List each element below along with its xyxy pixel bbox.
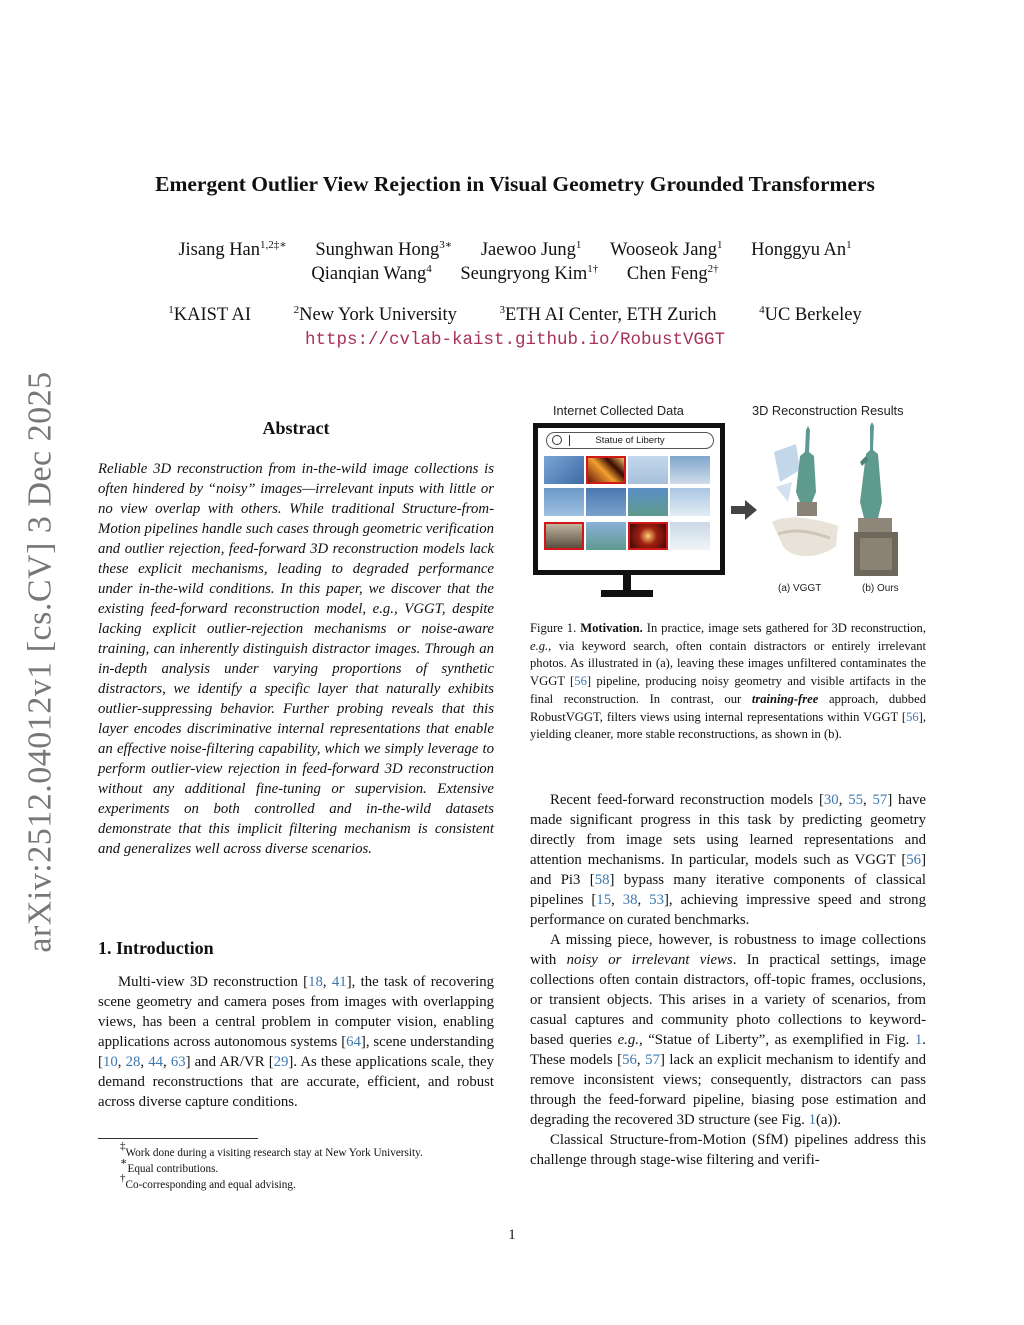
citation-link[interactable]: 53	[649, 892, 664, 908]
citation-link[interactable]: 15	[596, 892, 612, 908]
page-number: 1	[508, 1227, 516, 1243]
citation-link[interactable]: 38	[622, 892, 638, 908]
thumbnail-distractor	[628, 522, 668, 550]
affiliations	[60, 305, 970, 326]
author: Chen Feng$^{2\dagger}$	[626, 263, 719, 284]
subfigure-label-b: (b) Ours	[862, 583, 899, 594]
footnote-rule	[98, 1138, 258, 1139]
citation-link[interactable]: 58	[594, 872, 610, 888]
footnote: ∗Equal contributions.	[120, 1156, 219, 1175]
citation-link[interactable]: 56	[622, 1052, 637, 1068]
citation-link[interactable]: 29	[273, 1054, 289, 1070]
affiliation: $^3$ETH AI Center, ETH Zurich	[499, 304, 717, 325]
right-column-body	[530, 790, 926, 1170]
affiliation: $^4$UC Berkeley	[759, 304, 862, 325]
citation-link[interactable]: 10	[102, 1054, 118, 1070]
thumbnail-statue	[544, 488, 584, 516]
citation-link[interactable]: 63	[170, 1054, 186, 1070]
project-url-link[interactable]: https://cvlab-kaist.github.io/RobustVGGT	[304, 330, 726, 350]
thumbnail-statue	[670, 456, 710, 484]
monitor-base	[601, 590, 653, 597]
monitor-stand	[623, 575, 631, 591]
citation-link[interactable]: 64	[346, 1034, 361, 1050]
intro-paragraph: Multi-view 3D reconstruction [18, 41], the task of recovering scene geometry and camera poses from images with overlapping views, has been a central problem in computer vision, enabling applications across autonomous systems [64], scene understanding [10, 28, 44, 63] and AR/VR [29]. As these applications scale, they demand reconstructions that are accurate, efficient, and robust across diverse capture conditions.	[98, 974, 494, 1110]
figure-label-output: 3D Reconstruction Results	[752, 403, 904, 418]
abstract-heading: Abstract	[262, 418, 330, 438]
author: Seungryong Kim$^{1\dagger}$	[460, 263, 599, 284]
author-line-1	[60, 240, 970, 261]
reconstruction-vggt	[766, 422, 846, 582]
footnote: ‡Work done during a visiting research stay at New York University.	[120, 1140, 423, 1159]
citation-link[interactable]: 56	[574, 674, 587, 689]
thumbnail-statue	[544, 456, 584, 484]
citation-link[interactable]: 30	[823, 792, 839, 808]
paragraph: Recent feed-forward reconstruction models [30, 55, 57] have made significant progress in this task by predicting geometry directly from image sets using learned representations and attention mechanisms. In particular, models such as VGGT [56] and Pi3 [58] bypass many iterative components of classical pipelines [15, 38, 53], achieving impressive speed and strong performance on curated benchmarks.	[530, 792, 926, 928]
affiliation: $^1$KAIST AI	[168, 304, 252, 325]
figure-reference-link[interactable]: 1	[808, 1112, 816, 1128]
citation-link[interactable]: 28	[125, 1054, 141, 1070]
citation-link[interactable]: 56	[906, 709, 919, 724]
thumbnail-distractor	[544, 522, 584, 550]
figure-motivation	[528, 400, 928, 602]
author: Wooseok Jang$^1$	[610, 239, 723, 260]
affiliation: $^2$New York University	[293, 304, 457, 325]
arxiv-identifier: arXiv:2512.04012v1 [cs.CV] 3 Dec 2025	[22, 371, 60, 953]
thumbnail-statue	[586, 522, 626, 550]
citation-link[interactable]: 55	[848, 792, 863, 808]
author: Sunghwan Hong$^{3∗}$	[315, 239, 453, 260]
author-line-2	[60, 264, 970, 285]
citation-link[interactable]: 44	[148, 1054, 163, 1070]
arrow-right-icon	[731, 500, 757, 520]
thumbnail-statue	[628, 456, 668, 484]
thumbnail-statue	[586, 488, 626, 516]
text-cursor-icon	[569, 435, 570, 446]
footnote: †Co-corresponding and equal advising.	[120, 1172, 296, 1191]
thumbnail-distractor	[586, 456, 626, 484]
footnotes	[98, 1140, 494, 1193]
citation-link[interactable]: 57	[645, 1052, 660, 1068]
search-icon	[552, 435, 562, 445]
thumbnail-statue	[670, 522, 710, 550]
figure-reference-link[interactable]: 1	[914, 1032, 923, 1048]
citation-link[interactable]: 18	[308, 974, 323, 990]
abstract-text: Reliable 3D reconstruction from in-the-wild image collections is often hindered by “noisy” images—irrelevant inputs with little or no view overlap with others. While traditional Structure-from-Motion pipelines handle such cases through geometric verification and outlier rejection, feed-forward 3D reconstruction models lack these explicit mechanisms, leading to degraded performance under in-the-wild conditions. In this paper, we discover that the existing feed-forward reconstruction model, e.g., VGGT, despite lacking explicit outlier-rejection mechanisms or noise-aware training, can inherently distinguish distractor images. Through an in-depth analysis under varying proportions of synthetic distractors, we identify a specific layer that naturally exhibits outlier-suppressing behavior. Further probing reveals that this layer encodes discriminative internal representations that enable an effective noise-filtering capability, which we simply leverage to perform outlier-view rejection in feed-forward 3D reconstruction without any additional fine-tuning or supervision. Extensive experiments on both controlled and in-the-wild datasets demonstrate that this implicit filtering mechanism is consistent and generalizes well across diverse scenarios.	[98, 461, 494, 857]
search-bar: Statue of Liberty	[546, 432, 714, 449]
thumbnail-statue	[628, 488, 668, 516]
subfigure-label-a: (a) VGGT	[778, 583, 822, 594]
citation-link[interactable]: 41	[331, 974, 347, 990]
figure-caption: Figure 1. Motivation. In practice, image sets gathered for 3D reconstruction, e.g., via keyword search, often contain distractors or entirely irrelevant photos. As illustrated in (a), leaving these images unfiltered contaminates the VGGT [56] pipeline, producing noisy geometry and visible artifacts in the final reconstruction. In contrast, our training-free approach, dubbed RobustVGGT, filters views using internal representations within VGGT [56], yielding cleaner, more stable reconstructions, as shown in (b).	[530, 621, 927, 742]
paper-title: Emergent Outlier View Rejection in Visual Geometry Grounded Transformers	[155, 172, 875, 196]
intro-heading: 1. Introduction	[98, 938, 214, 958]
thumbnail-statue	[670, 488, 710, 516]
citation-link[interactable]: 56	[906, 852, 922, 868]
figure-label-input: Internet Collected Data	[553, 403, 684, 418]
author: Jaewoo Jung$^1$	[480, 239, 582, 260]
author: Jisang Han$^{1,2\ddagger∗}$	[178, 239, 287, 260]
paragraph: A missing piece, however, is robustness to image collections with noisy or irrelevant views. In practical settings, image collections often contain distractors, off-topic frames, occlusions, or transient objects. This arises in a variety of scenarios, from casual captures and community photo collections to keyword-based queries e.g., “Statue of Liberty”, as exemplified in Fig. 1. These models [56, 57] lack an explicit mechanism to identify and remove inconsistent views; consequently, distractors can pass through the feed-forward pipeline, biasing pose estimation and degrading the recovered 3D structure (see Fig. 1(a)).	[530, 932, 926, 1128]
author: Honggyu An$^1$	[751, 239, 852, 260]
monitor-frame	[533, 423, 725, 575]
citation-link[interactable]: 57	[872, 792, 888, 808]
reconstruction-ours	[850, 422, 910, 582]
author: Qianqian Wang$^4$	[311, 263, 432, 284]
paragraph: Classical Structure-from-Motion (SfM) pipelines address this challenge through stage-wise filtering and verifi-	[530, 1132, 926, 1168]
